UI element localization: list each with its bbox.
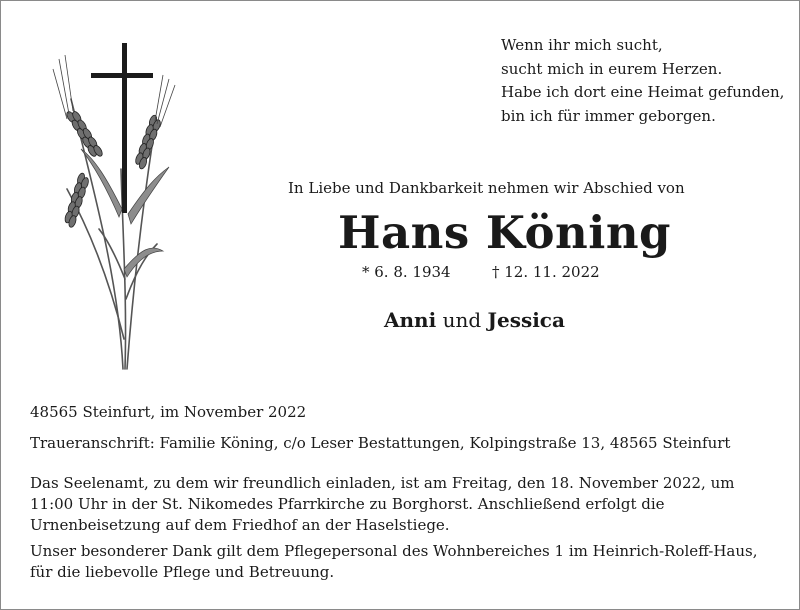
place-date: 48565 Steinfurt, im November 2022 xyxy=(30,403,307,421)
poem-line: Wenn ihr mich sucht, xyxy=(501,36,663,54)
family-names xyxy=(384,308,565,332)
family-name-2: Jessica xyxy=(487,308,565,332)
death-date: † 12. 11. 2022 xyxy=(492,263,600,281)
poem-line: Habe ich dort eine Heimat gefunden, xyxy=(501,83,785,101)
poem-line: bin ich für immer geborgen. xyxy=(501,106,716,125)
poem-line: sucht mich in eurem Herzen. xyxy=(501,59,723,78)
cross-with-wheat-icon xyxy=(29,39,189,379)
service-paragraph: Das Seelenamt, zu dem wir freundlich einladen, ist am Freitag, den 18. November 2022, um 11:00 Uhr in der St. Nikomedes Pfarrkirche zu Borghorst. Anschließend erfolgt die Urnenbeisetzung auf dem Friedhof an der Haselstiege. xyxy=(30,474,735,534)
intro-text: In Liebe und Dankbarkeit nehmen wir Abschied von xyxy=(288,179,685,197)
thanks-paragraph: Unser besonderer Dank gilt dem Pflegepersonal des Wohnbereiches 1 im Heinrich-Roleff-Haus, für die liebevolle Pflege und Betreuung. xyxy=(30,542,758,581)
family-name-1: Anni xyxy=(384,308,437,332)
family-conjunction: und xyxy=(442,308,482,332)
mourning-address: Traueranschrift: Familie Köning, c/o Leser Bestattungen, Kolpingstraße 13, 48565 Steinfurt xyxy=(30,434,731,452)
deceased-name: Hans Köning xyxy=(338,206,672,259)
poem xyxy=(501,34,784,128)
birth-date: * 6. 8. 1934 xyxy=(362,263,451,281)
